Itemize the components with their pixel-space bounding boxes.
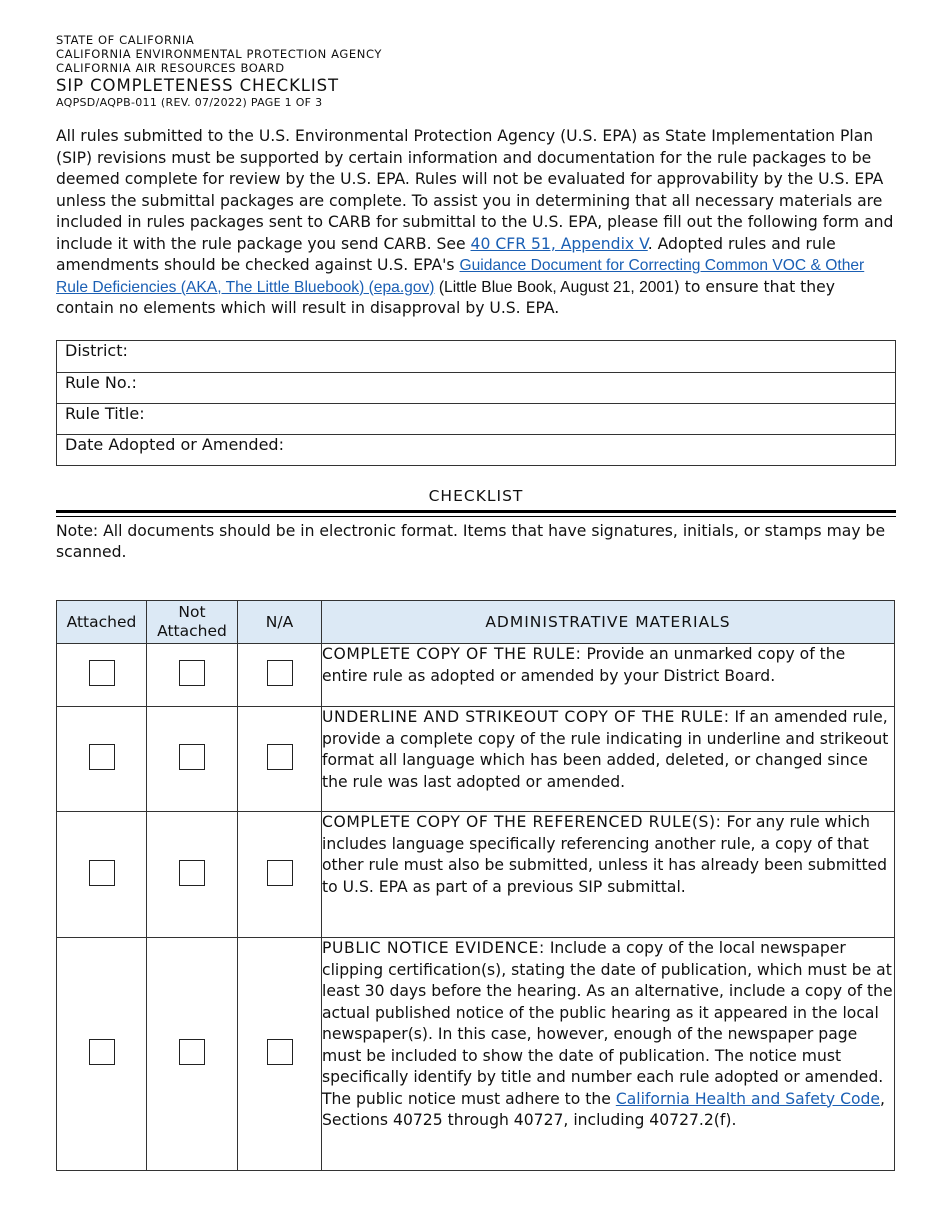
intro-text-3: ( [434,278,445,296]
date-adopted-label: Date Adopted or Amended: [65,434,284,454]
na-cell [238,938,322,1171]
intro-text-1: All rules submitted to the U.S. Environmental Protection Agency (U.S. EPA) as State Implementation Plan (SIP) revisions must be supported by certain information and documentation for the rule packages to be deemed complete for review by the U.S. EPA. Rules will not be evaluated for approvability by the U.S. EPA unless the submittal packages are complete. To assist you in determining that all necessary materials are included in rules packages sent to CARB for submittal to the U.S. EPA, please fill out the following form and include it with the rule package you send CARB. See [56,127,894,253]
na-checkbox[interactable] [267,744,293,770]
header-board: CALIFORNIA AIR RESOURCES BOARD [56,61,285,75]
item-heading: COMPLETE COPY OF THE RULE: [322,645,582,663]
rule-title-field[interactable] [57,403,895,434]
table-row [57,938,895,1171]
cfr-appendix-link[interactable]: 40 CFR 51, Appendix V [470,234,648,253]
na-checkbox[interactable] [267,860,293,886]
little-bluebook-link[interactable]: Guidance Document for Correcting Common VOC & Other Rule Deficiencies (AKA, The Little Bluebook) (epa.gov) [56,257,865,296]
intro-text-2: . Adopted rules and rule amendments should be checked against U.S. EPA's [56,234,836,274]
rule-title-label: Rule Title: [65,403,145,423]
rule-info-box [56,340,896,466]
na-cell [238,644,322,707]
attached-cell [57,812,147,938]
checklist-header-row [57,601,895,644]
item-text: Include a copy of the local newspaper clipping certification(s), stating the date of publication, which must be at least 30 days before the hearing. As an alternative, include a copy of the actual published notice of the public hearing as it appeared in the local newspaper(s). In this case, however, enough of the newspaper page must be included to show the date of publication. The notice must specifically identify by title and number each rule adopted or amended. The public notice must adhere to the [322,939,893,1108]
not-attached-cell [147,707,238,812]
attached-checkbox[interactable] [89,860,115,886]
health-safety-code-link[interactable]: California Health and Safety Code [615,1089,881,1108]
checklist-title: CHECKLIST [428,486,524,505]
attached-checkbox[interactable] [89,1039,115,1065]
col-not-attached [147,601,238,644]
date-adopted-field[interactable] [57,434,895,465]
rule-no-field[interactable] [57,372,895,403]
intro-paragraph [56,126,896,320]
na-cell [238,812,322,938]
col-na: N/A [238,601,322,644]
not-attached-checkbox[interactable] [179,660,205,686]
attached-checkbox[interactable] [89,744,115,770]
item-heading: COMPLETE COPY OF THE REFERENCED RULE(S): [322,813,722,831]
double-divider [56,510,896,517]
na-checkbox[interactable] [267,660,293,686]
item-text: If an amended rule, provide a complete copy of the rule indicating in underline and strikeout format all language which has been added, deleted, or changed since the rule was last adopted or amended. [322,708,889,791]
not-attached-cell [147,644,238,707]
district-label: District: [65,340,128,360]
not-attached-cell [147,938,238,1171]
col-attached: Attached [57,601,147,644]
na-cell [238,707,322,812]
header-state: STATE OF CALIFORNIA [56,33,195,47]
item-text-end: , Sections 40725 through 40727, including 40727.2(f). [322,1089,885,1129]
attached-checkbox[interactable] [89,660,115,686]
table-row [57,707,895,812]
col-not-attached-line2: Attached [157,622,227,640]
item-heading: UNDERLINE AND STRIKEOUT COPY OF THE RULE: [322,708,730,726]
table-row [57,812,895,938]
col-administrative-materials: ADMINISTRATIVE MATERIALS [322,601,895,644]
not-attached-cell [147,812,238,938]
col-not-attached-line1: Not [178,603,206,621]
attached-cell [57,938,147,1171]
na-checkbox[interactable] [267,1039,293,1065]
item-description [322,707,895,812]
document-page [56,33,896,564]
form-id: AQPSD/AQPB-011 (REV. 07/2022) PAGE 1 OF 3 [56,96,323,109]
item-description [322,812,895,938]
table-row [57,644,895,707]
item-text: For any rule which includes language specifically referencing another rule, a copy of that other rule must also be submitted, unless it has already been submitted to U.S. EPA as part of a previous SIP submittal. [322,813,888,896]
intro-text-3b: Little Blue Book, August 21, 2001 [444,278,674,296]
form-title: SIP COMPLETENESS CHECKLIST [56,76,340,95]
not-attached-checkbox[interactable] [179,744,205,770]
not-attached-checkbox[interactable] [179,1039,205,1065]
item-text: Provide an unmarked copy of the entire rule as adopted or amended by your District Board. [322,645,846,685]
checklist-note: Note: All documents should be in electronic format. Items that have signatures, initials, or stamps may be scanned. [56,521,886,561]
item-description [322,644,895,707]
not-attached-checkbox[interactable] [179,860,205,886]
attached-cell [57,707,147,812]
district-field[interactable] [57,341,895,372]
item-heading: PUBLIC NOTICE EVIDENCE: [322,939,545,957]
attached-cell [57,644,147,707]
header-agency: CALIFORNIA ENVIRONMENTAL PROTECTION AGENCY [56,47,383,61]
item-description [322,938,895,1171]
rule-no-label: Rule No.: [65,372,137,392]
checklist-table [56,600,895,1171]
intro-text-4: ) to ensure that they contain no elements which will result in disapproval by U.S. EPA. [56,277,835,317]
